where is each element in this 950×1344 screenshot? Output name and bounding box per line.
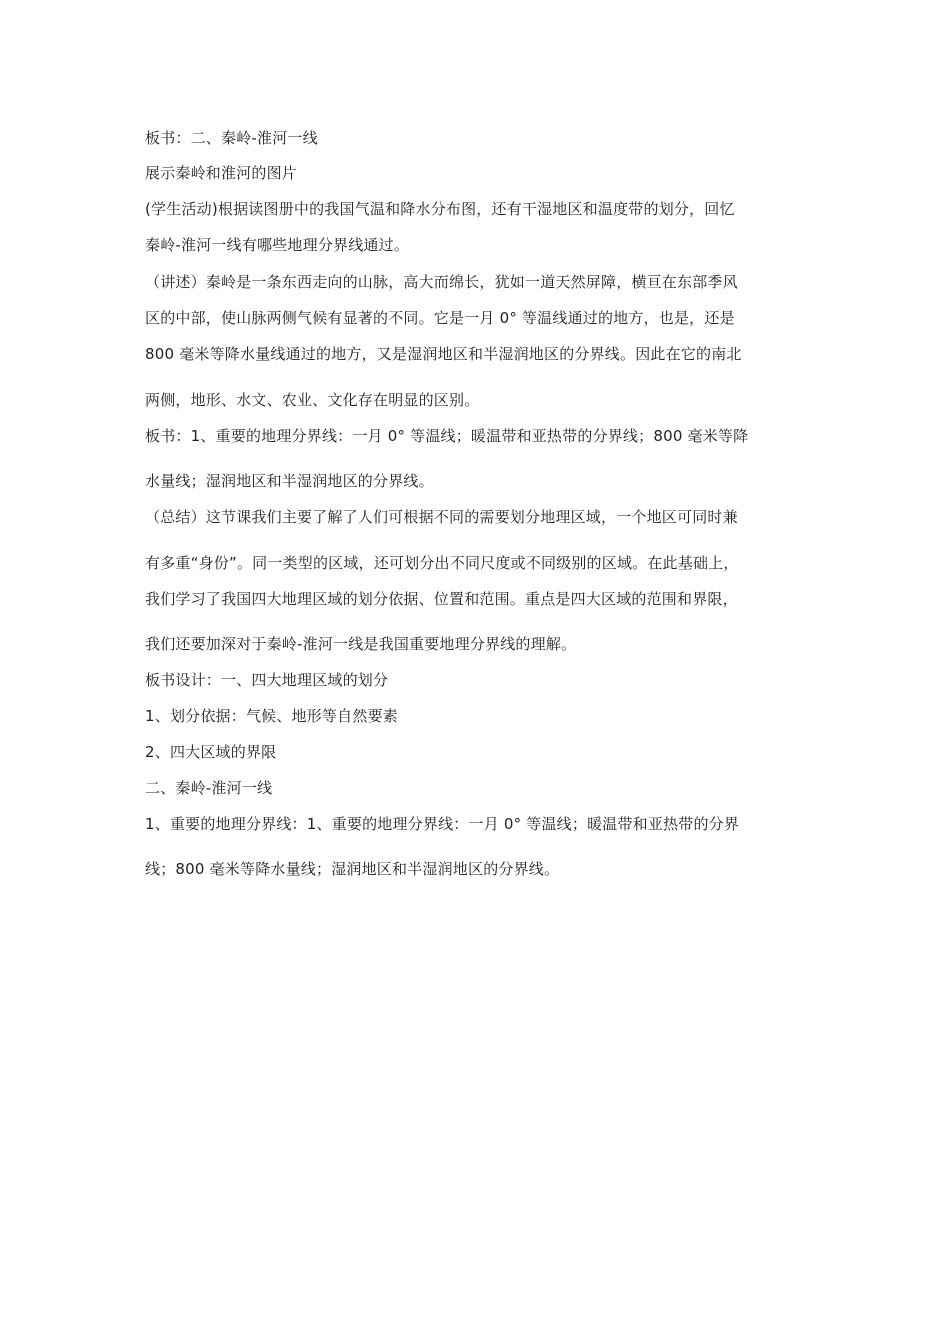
summary-line-4: 我们还要加深对于秦岭-淮河一线是我国重要地理分界线的理解。 [145,635,577,653]
student-activity-line-1: (学生活动)根据读图册中的我国气温和降水分布图，还有干湿地区和温度带的划分，回忆 [145,200,735,218]
board-heading-qinling-huaihe: 板书：二、秦岭-淮河一线 [145,129,318,147]
board-design-item-1: 1、划分依据：气候、地形等自然要素 [145,707,398,725]
show-pictures-line: 展示秦岭和淮河的图片 [145,164,298,182]
board-design-title: 板书设计：一、四大地理区域的划分 [145,671,389,689]
lecture-line-2: 区的中部，使山脉两侧气候有显著的不同。它是一月 0° 等温线通过的地方，也是，还是 [145,309,735,327]
summary-line-2: 有多重“身份”。同一类型的区域，还可划分出不同尺度或不同级别的区域。在此基础上， [145,554,739,572]
board-design-boundary-line-1: 1、重要的地理分界线：1、重要的地理分界线：一月 0° 等温线；暖温带和亚热带的分界 [145,815,740,833]
lecture-line-4: 两侧，地形、水文、农业、文化存在明显的区别。 [145,391,480,409]
board-boundary-line-2: 水量线；湿润地区和半湿润地区的分界线。 [145,472,434,490]
lecture-line-1: （讲述）秦岭是一条东西走向的山脉，高大而绵长，犹如一道天然屏障，横亘在东部季风 [145,273,738,291]
student-activity-line-2: 秦岭-淮河一线有哪些地理分界线通过。 [145,236,410,254]
board-design-section-2: 二、秦岭-淮河一线 [145,779,273,797]
board-boundary-line-1: 板书：1、重要的地理分界线：一月 0° 等温线；暖温带和亚热带的分界线；800 毫米等降 [145,427,749,445]
lecture-line-3: 800 毫米等降水量线通过的地方，又是湿润地区和半湿润地区的分界线。因此在它的南北 [145,345,742,363]
summary-line-3: 我们学习了我国四大地理区域的划分依据、位置和范围。重点是四大区域的范围和界限， [145,590,738,608]
board-design-item-2: 2、四大区域的界限 [145,743,277,761]
board-design-boundary-line-2: 线；800 毫米等降水量线；湿润地区和半湿润地区的分界线。 [145,860,560,878]
summary-line-1: （总结）这节课我们主要了解了人们可根据不同的需要划分地理区域，一个地区可同时兼 [145,508,738,526]
